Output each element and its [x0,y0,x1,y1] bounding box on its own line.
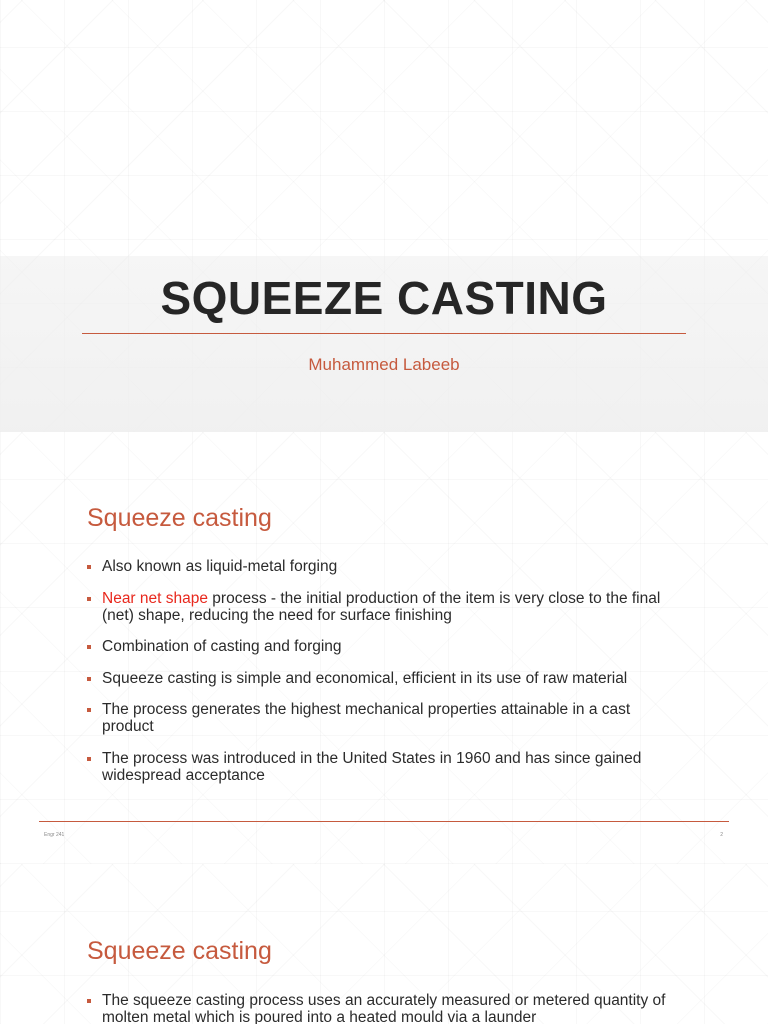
bullet-marker-icon [87,677,91,681]
bullet-marker-icon [87,757,91,761]
slide-heading: Squeeze casting [87,504,272,532]
slide-heading: Squeeze casting [87,937,272,965]
bullet-item [86,750,676,784]
bullet-item [86,638,676,655]
bullet-item [86,992,676,1024]
bullet-text: The process was introduced in the United States in 1960 and has since gained widespread acceptance [102,749,642,784]
bullet-marker-icon [87,645,91,649]
bullet-text: Squeeze casting is simple and economical, efficient in its use of raw material [102,669,628,687]
bullet-text: Combination of casting and forging [102,638,342,655]
highlighted-term: Near net shape [102,589,208,607]
bullet-item [86,558,676,575]
bullet-marker-icon [87,597,91,601]
slide-number: 2 [720,832,723,838]
author-name: Muhammed Labeeb [308,355,460,374]
process-slide [0,864,768,1024]
bullet-text: process - the initial production of the item is very close to the final (net) shape, reducing the need for surface finishing [102,589,661,624]
footer-course-label: Engr 241 [44,832,65,838]
bullet-list [86,558,676,798]
bullet-text: The process generates the highest mechanical properties attainable in a cast product [102,701,631,735]
bullet-item [86,590,676,624]
title-divider [82,333,686,334]
bullet-marker-icon [87,999,91,1003]
footer-divider [39,821,729,822]
bullet-item [86,701,676,735]
bullet-marker-icon [87,708,91,712]
presentation-title: SQUEEZE CASTING [160,272,608,324]
bullet-text: The squeeze casting process uses an accurately measured or metered quantity of molten metal which is poured into a heated mould via a launder [102,992,666,1024]
bullet-list [86,992,676,1024]
title-slide [0,0,768,432]
bullet-text: Also known as liquid-metal forging [102,558,338,575]
bullet-item [86,670,676,687]
bullet-marker-icon [87,565,91,569]
intro-slide [0,432,768,864]
